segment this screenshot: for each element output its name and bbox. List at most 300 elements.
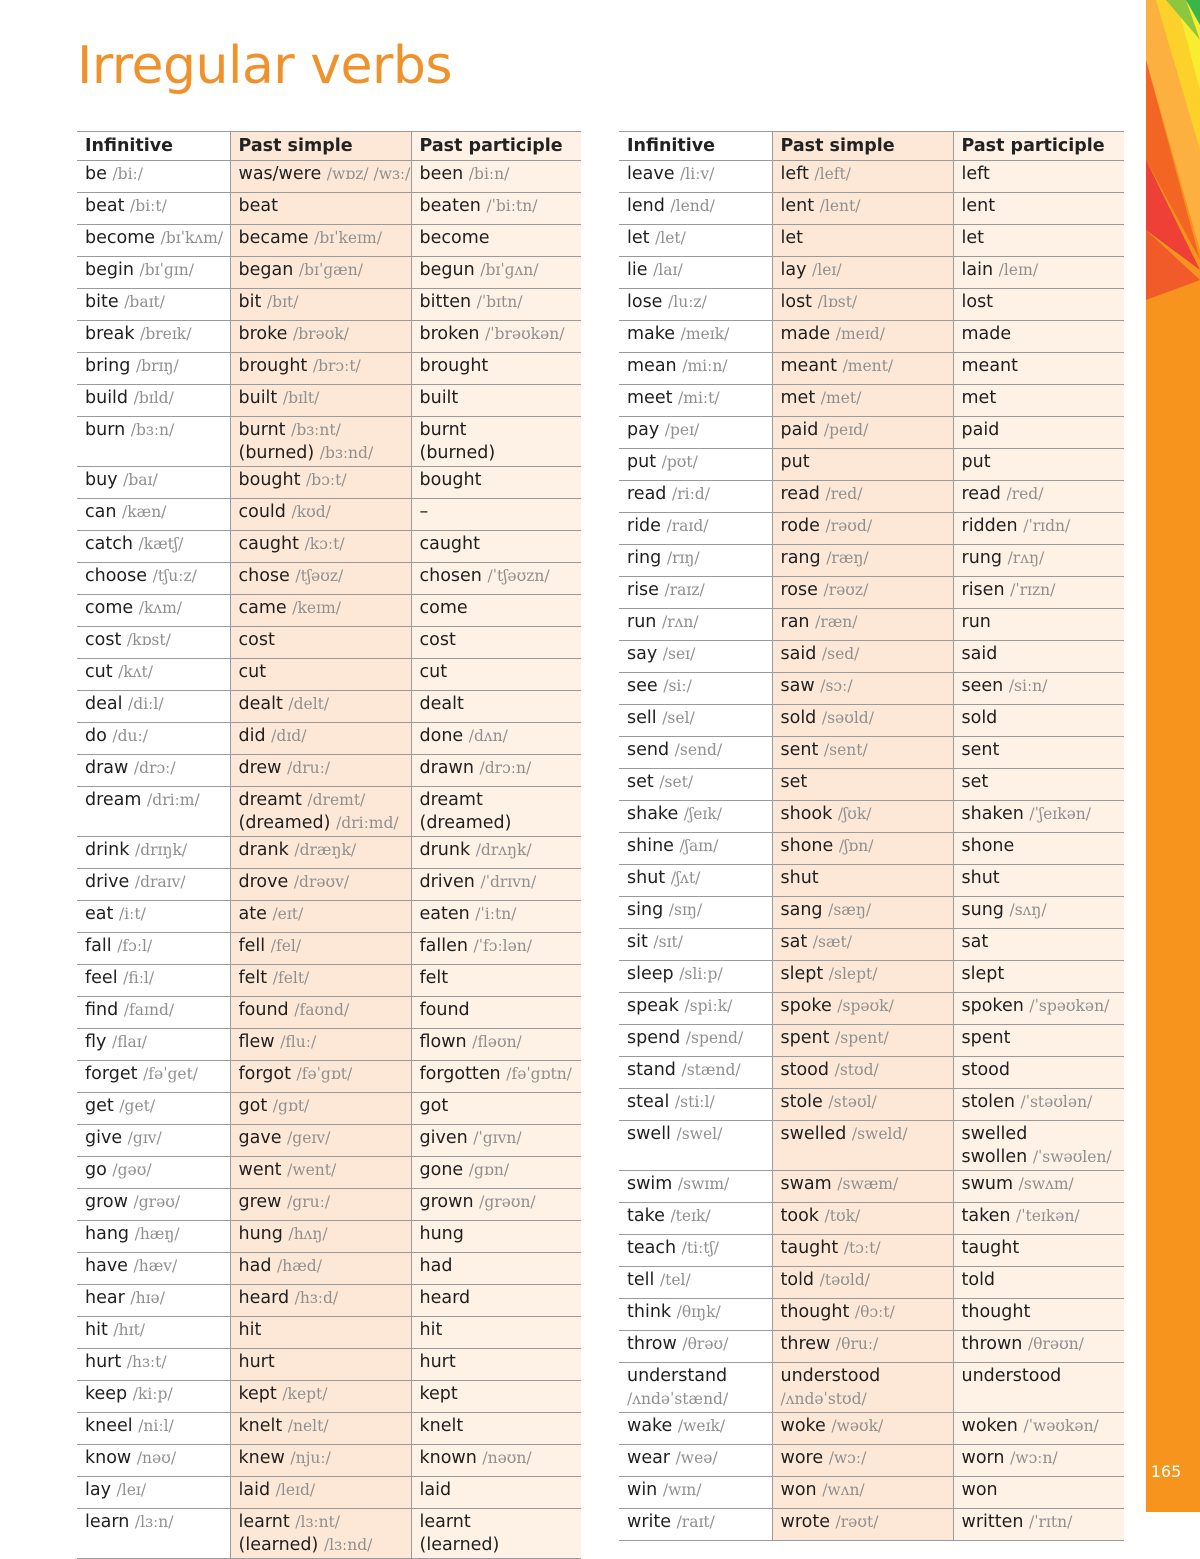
table-row <box>77 837 581 869</box>
phonetic-transcription: /wʌn/ <box>822 1481 865 1499</box>
phonetic-transcription: /ˈrɪtn/ <box>1029 1513 1073 1531</box>
phonetic-transcription: /driːm/ <box>147 791 200 809</box>
verb-form: left <box>961 164 990 184</box>
cell-past-participle <box>411 1189 581 1221</box>
verb-form: send <box>627 740 670 760</box>
cell-past-simple <box>772 577 953 609</box>
cell-line <box>420 661 574 684</box>
cell-past-participle <box>411 997 581 1029</box>
phonetic-transcription: /kʌm/ <box>138 599 183 617</box>
phonetic-transcription: /lent/ <box>819 197 861 215</box>
cell-past-participle <box>953 865 1124 897</box>
cell-infinitive <box>619 577 772 609</box>
phonetic-transcription: /bɜːn/ <box>130 421 175 439</box>
phonetic-transcription: /ˈfɔːlən/ <box>473 937 533 955</box>
cell-line <box>781 803 945 826</box>
cell-past-participle <box>953 353 1124 385</box>
verb-form: began <box>238 260 294 280</box>
verb-form: eaten <box>419 904 470 924</box>
phonetic-transcription: /met/ <box>820 389 862 407</box>
verb-form: shone <box>961 836 1015 856</box>
phonetic-transcription: /geɪv/ <box>287 1129 331 1147</box>
table-row <box>619 1057 1124 1089</box>
verb-form: swelled <box>961 1124 1028 1144</box>
phonetic-transcription: /delt/ <box>288 695 330 713</box>
header-past-simple: Past simple <box>772 132 953 161</box>
verb-form: lain <box>961 260 994 280</box>
verb-form: cut <box>419 662 448 682</box>
cell-infinitive <box>77 997 230 1029</box>
table-row <box>77 225 581 257</box>
phonetic-transcription: /tʃuːz/ <box>152 567 197 585</box>
cell-infinitive <box>619 417 772 449</box>
verb-form: hear <box>85 1288 125 1308</box>
phonetic-transcription: /dʌn/ <box>468 727 508 745</box>
verb-form: meet <box>627 388 673 408</box>
cell-line <box>85 291 222 314</box>
cell-line <box>627 227 764 250</box>
cell-line <box>420 533 574 556</box>
verb-form: flew <box>238 1032 275 1052</box>
verb-form: rose <box>780 580 818 600</box>
cell-line <box>962 1333 1117 1356</box>
header-past-simple: Past simple <box>230 132 411 161</box>
phonetic-transcription: /faɪnd/ <box>123 1001 175 1019</box>
cell-past-participle <box>953 481 1124 513</box>
verb-form: rode <box>780 516 820 536</box>
cell-infinitive <box>77 321 230 353</box>
verb-form: keep <box>85 1384 128 1404</box>
cell-infinitive <box>619 833 772 865</box>
phonetic-transcription: /kʊd/ <box>291 503 331 521</box>
phonetic-transcription: /swʌm/ <box>1018 1175 1074 1193</box>
verb-form: slept <box>780 964 824 984</box>
cell-line <box>239 935 403 958</box>
cell-line <box>85 789 222 812</box>
cell-past-participle <box>953 769 1124 801</box>
cell-infinitive <box>619 1445 772 1477</box>
table-row <box>619 929 1124 961</box>
cell-past-participle <box>411 225 581 257</box>
verb-form: dreamt <box>419 790 483 810</box>
header-past-participle: Past participle <box>411 132 581 161</box>
phonetic-transcription: /ˈrɪzn/ <box>1010 581 1056 599</box>
phonetic-transcription: /swɪm/ <box>677 1175 730 1193</box>
cell-line <box>420 1351 574 1374</box>
phonetic-transcription: /lend/ <box>670 197 715 215</box>
cell-line <box>239 661 403 684</box>
verb-form: pay <box>627 420 660 440</box>
table-row <box>619 897 1124 929</box>
verb-form: brought <box>419 356 489 376</box>
table-row <box>619 1235 1124 1267</box>
cell-line <box>85 1511 222 1534</box>
cell-infinitive <box>619 641 772 673</box>
cell-past-participle <box>411 1509 581 1559</box>
phonetic-transcription: /dɪd/ <box>271 727 307 745</box>
table-row <box>619 577 1124 609</box>
cell-past-simple <box>230 467 411 499</box>
table-row <box>619 193 1124 225</box>
cell-infinitive <box>77 1477 230 1509</box>
phonetic-transcription: /ˈʃeɪkən/ <box>1029 805 1091 823</box>
cell-past-participle <box>953 1299 1124 1331</box>
table-row <box>77 1189 581 1221</box>
phonetic-transcription: /nəʊ/ <box>136 1449 177 1467</box>
cell-line <box>781 1027 945 1050</box>
table-row <box>619 641 1124 673</box>
cell-line <box>627 291 764 314</box>
cell-infinitive <box>619 1089 772 1121</box>
verb-form: won <box>780 1480 817 1500</box>
cell-line <box>420 1095 574 1118</box>
phonetic-transcription: /raɪz/ <box>664 581 705 599</box>
table-row <box>77 691 581 723</box>
cell-line <box>239 1383 403 1406</box>
verb-form: drink <box>85 840 130 860</box>
phonetic-transcription: /rɪŋ/ <box>666 549 700 567</box>
cell-line <box>781 1091 945 1114</box>
cell-past-participle <box>411 965 581 997</box>
phonetic-transcription: /duː/ <box>112 727 148 745</box>
phonetic-transcription: /biːn/ <box>468 165 510 183</box>
verb-form: shut <box>961 868 1000 888</box>
verb-form: woken <box>961 1416 1018 1436</box>
verb-form: begin <box>85 260 134 280</box>
cell-line <box>85 1479 222 1502</box>
verb-form: threw <box>780 1334 831 1354</box>
verb-form: learnt <box>419 1512 471 1532</box>
cell-line <box>627 1123 764 1146</box>
table-row <box>619 385 1124 417</box>
cell-infinitive <box>619 193 772 225</box>
cell-line <box>420 323 574 346</box>
phonetic-transcription: /peɪd/ <box>823 421 869 439</box>
cell-infinitive <box>619 449 772 481</box>
phonetic-transcription: /teɪk/ <box>670 1207 711 1225</box>
phonetic-transcription: /hæd/ <box>277 1257 322 1275</box>
phonetic-transcription: /eɪt/ <box>272 905 304 923</box>
phonetic-transcription: /felt/ <box>272 969 310 987</box>
phonetic-transcription: /swæm/ <box>837 1175 899 1193</box>
cell-past-simple <box>772 449 953 481</box>
verb-form: burnt <box>419 420 467 440</box>
verb-form: dreamt <box>238 790 302 810</box>
verb-form: thought <box>961 1302 1031 1322</box>
cell-past-simple <box>230 1061 411 1093</box>
verb-form: think <box>627 1302 672 1322</box>
cell-infinitive <box>619 993 772 1025</box>
cell-line <box>781 931 945 954</box>
cell-past-participle <box>411 837 581 869</box>
verb-form: knelt <box>238 1416 283 1436</box>
cell-line <box>627 739 764 762</box>
verb-form: drove <box>238 872 289 892</box>
cell-line <box>239 1031 403 1054</box>
phonetic-transcription: /swel/ <box>676 1125 723 1143</box>
cell-past-participle <box>411 1381 581 1413</box>
cell-past-participle <box>411 499 581 531</box>
cell-past-participle <box>953 1509 1124 1541</box>
table-row <box>77 1349 581 1381</box>
phonetic-transcription: /niːl/ <box>138 1417 174 1435</box>
phonetic-transcription: /rəʊt/ <box>835 1513 879 1531</box>
table-row <box>619 737 1124 769</box>
verb-form: burnt <box>238 420 286 440</box>
cell-line <box>85 935 222 958</box>
cell-line <box>239 227 403 250</box>
cell-past-simple <box>230 869 411 901</box>
cell-line <box>85 1447 222 1470</box>
verb-form: see <box>627 676 658 696</box>
phonetic-transcription: /hɪt/ <box>113 1321 146 1339</box>
cell-infinitive <box>619 1413 772 1445</box>
phonetic-transcription: /kʌt/ <box>118 663 153 681</box>
phonetic-transcription: /slept/ <box>828 965 878 983</box>
phonetic-transcription: /seɪ/ <box>662 645 696 663</box>
phonetic-transcription: /keɪm/ <box>292 599 341 617</box>
verb-form: knelt <box>419 1416 464 1436</box>
cell-infinitive <box>77 1285 230 1317</box>
cell-line <box>239 871 403 894</box>
phonetic-transcription: /kiːp/ <box>132 1385 173 1403</box>
verb-form: come <box>419 598 468 618</box>
phonetic-transcription: /tʊk/ <box>824 1207 861 1225</box>
phonetic-transcription: /flaɪ/ <box>111 1033 147 1051</box>
cell-infinitive <box>77 417 230 467</box>
cell-past-participle <box>953 289 1124 321</box>
verb-form: have <box>85 1256 128 1276</box>
cell-line <box>627 1237 764 1260</box>
phonetic-transcription: /rʌn/ <box>661 613 699 631</box>
verb-form: flown <box>419 1032 467 1052</box>
verb-form: built <box>238 388 278 408</box>
verb-form: beat <box>238 196 278 216</box>
phonetic-transcription: /səʊld/ <box>821 709 874 727</box>
phonetic-transcription: /dremt/ <box>307 791 366 809</box>
cell-line <box>420 1063 574 1086</box>
cell-past-participle <box>953 193 1124 225</box>
cell-line <box>420 1159 574 1182</box>
verb-form: made <box>780 324 831 344</box>
verb-form: sing <box>627 900 664 920</box>
cell-line <box>627 579 764 602</box>
cell-line <box>962 1415 1117 1438</box>
verb-form: catch <box>85 534 133 554</box>
verb-form: been <box>419 164 464 184</box>
verb-form: grow <box>85 1192 128 1212</box>
verb-form: said <box>780 644 817 664</box>
cell-past-simple <box>772 1509 953 1541</box>
phonetic-transcription: /peɪ/ <box>664 421 700 439</box>
verb-form: ridden <box>961 516 1018 536</box>
verb-form: told <box>961 1270 996 1290</box>
table-row <box>619 257 1124 289</box>
phonetic-transcription: /sæt/ <box>812 933 852 951</box>
page-title: Irregular verbs <box>77 36 452 96</box>
cell-infinitive <box>77 1157 230 1189</box>
verb-form: set <box>627 772 654 792</box>
table-row <box>77 1509 581 1559</box>
cell-past-participle <box>411 1157 581 1189</box>
phonetic-transcription: /lɜːn/ <box>134 1513 174 1531</box>
table-header-row <box>77 132 581 161</box>
verb-form: understood <box>780 1366 881 1386</box>
cell-line <box>627 643 764 666</box>
cell-line <box>627 1269 764 1292</box>
cell-past-simple <box>772 609 953 641</box>
verb-form: sat <box>780 932 808 952</box>
phonetic-transcription: /went/ <box>287 1161 337 1179</box>
cell-line <box>962 547 1117 570</box>
cell-line <box>420 259 574 282</box>
cell-line <box>781 1301 945 1324</box>
cell-line <box>627 419 764 442</box>
cell-past-participle <box>411 723 581 755</box>
cell-line <box>962 1173 1117 1196</box>
cell-line <box>420 1223 574 1246</box>
phonetic-transcription: /brɪŋ/ <box>135 357 179 375</box>
cell-line <box>239 693 403 716</box>
cell-past-participle <box>953 321 1124 353</box>
cell-infinitive <box>77 1509 230 1559</box>
cell-line <box>85 693 222 716</box>
table-row <box>619 1477 1124 1509</box>
verb-form: (burned) <box>238 443 315 463</box>
phonetic-transcription: /spent/ <box>835 1029 889 1047</box>
cell-past-participle <box>953 993 1124 1025</box>
cell-line <box>781 675 945 698</box>
verb-form: bitten <box>419 292 472 312</box>
table-row <box>619 513 1124 545</box>
cell-past-simple <box>772 641 953 673</box>
cell-line <box>239 1255 403 1278</box>
phonetic-transcription: /let/ <box>655 229 686 247</box>
cell-line <box>781 1123 945 1146</box>
cell-line <box>781 1479 945 1502</box>
phonetic-transcription: /sel/ <box>662 709 695 727</box>
verb-form: cost <box>85 630 122 650</box>
verb-form: swim <box>627 1174 673 1194</box>
verb-form: risen <box>961 580 1005 600</box>
cell-infinitive <box>77 1221 230 1253</box>
phonetic-transcription: /red/ <box>1006 485 1044 503</box>
cell-infinitive <box>619 1363 772 1413</box>
cell-past-participle <box>953 801 1124 833</box>
header-past-participle: Past participle <box>953 132 1124 161</box>
verb-form: spoken <box>961 996 1024 1016</box>
phonetic-transcription: /brəʊk/ <box>292 325 349 343</box>
cell-past-participle <box>411 755 581 787</box>
phonetic-transcription: /lɜːnt/ <box>295 1513 341 1531</box>
cell-line <box>627 1365 764 1388</box>
cell-past-simple <box>772 929 953 961</box>
cell-line <box>239 967 403 990</box>
cell-line <box>627 1205 764 1228</box>
phonetic-transcription: /meɪd/ <box>835 325 885 343</box>
cell-line <box>420 565 574 588</box>
cell-past-simple <box>772 993 953 1025</box>
cell-line <box>962 483 1117 506</box>
verb-form: drawn <box>419 758 474 778</box>
phonetic-transcription: /lɜːnd/ <box>323 1536 373 1554</box>
cell-line <box>962 1091 1117 1114</box>
phonetic-transcription: /grəʊn/ <box>479 1193 536 1211</box>
cell-infinitive <box>77 1125 230 1157</box>
phonetic-transcription: /druː/ <box>287 759 331 777</box>
cell-past-simple <box>230 193 411 225</box>
verb-form: stole <box>780 1092 823 1112</box>
verb-form: heard <box>419 1288 471 1308</box>
cell-line <box>781 707 945 730</box>
cell-line <box>962 1059 1117 1082</box>
cell-infinitive <box>619 1267 772 1299</box>
verb-form: hang <box>85 1224 130 1244</box>
verb-form: hurt <box>238 1352 275 1372</box>
verb-form: chosen <box>419 566 482 586</box>
cell-past-participle <box>411 1093 581 1125</box>
phonetic-transcription: /ˈbɪtn/ <box>476 293 523 311</box>
verb-form: taken <box>961 1206 1011 1226</box>
cell-past-simple <box>772 1171 953 1203</box>
verb-form: say <box>627 644 658 664</box>
cell-past-simple <box>230 417 411 467</box>
table-row <box>619 1299 1124 1331</box>
cell-past-participle <box>953 257 1124 289</box>
verb-form: had <box>419 1256 453 1276</box>
verb-form: run <box>961 612 991 632</box>
cell-infinitive <box>77 353 230 385</box>
cell-line <box>420 1447 574 1470</box>
table-row <box>77 563 581 595</box>
cell-line <box>627 1447 764 1470</box>
phonetic-transcription: /hɪə/ <box>130 1289 165 1307</box>
phonetic-transcription: /brɔːt/ <box>312 357 361 375</box>
verb-form: rung <box>961 548 1002 568</box>
cell-past-participle <box>411 1285 581 1317</box>
verb-form: stood <box>780 1060 830 1080</box>
cell-line <box>239 1191 403 1214</box>
cell-line <box>962 771 1117 794</box>
cell-past-simple <box>230 499 411 531</box>
phonetic-transcription: /θruː/ <box>835 1335 879 1353</box>
verb-form: learnt <box>238 1512 290 1532</box>
cell-past-participle <box>411 1125 581 1157</box>
cell-infinitive <box>77 1253 230 1285</box>
cell-line <box>85 195 222 218</box>
table-row <box>619 481 1124 513</box>
cell-line <box>420 1383 574 1406</box>
cell-line <box>239 1351 403 1374</box>
table-row <box>619 1267 1124 1299</box>
cell-past-simple <box>772 417 953 449</box>
phonetic-transcription: /stʊd/ <box>834 1061 879 1079</box>
cell-past-simple <box>230 997 411 1029</box>
phonetic-transcription: /drəʊv/ <box>293 873 350 891</box>
cell-line <box>420 163 574 186</box>
cell-line <box>420 903 574 926</box>
phonetic-transcription: /kɔːt/ <box>304 535 345 553</box>
table-row <box>77 1029 581 1061</box>
verb-form: put <box>961 452 991 472</box>
table-row <box>77 1157 581 1189</box>
cell-past-participle <box>953 961 1124 993</box>
cell-line <box>239 789 403 812</box>
cell-past-participle <box>953 1171 1124 1203</box>
cell-past-participle <box>411 869 581 901</box>
cell-line <box>627 611 764 634</box>
cell-past-participle <box>953 1477 1124 1509</box>
